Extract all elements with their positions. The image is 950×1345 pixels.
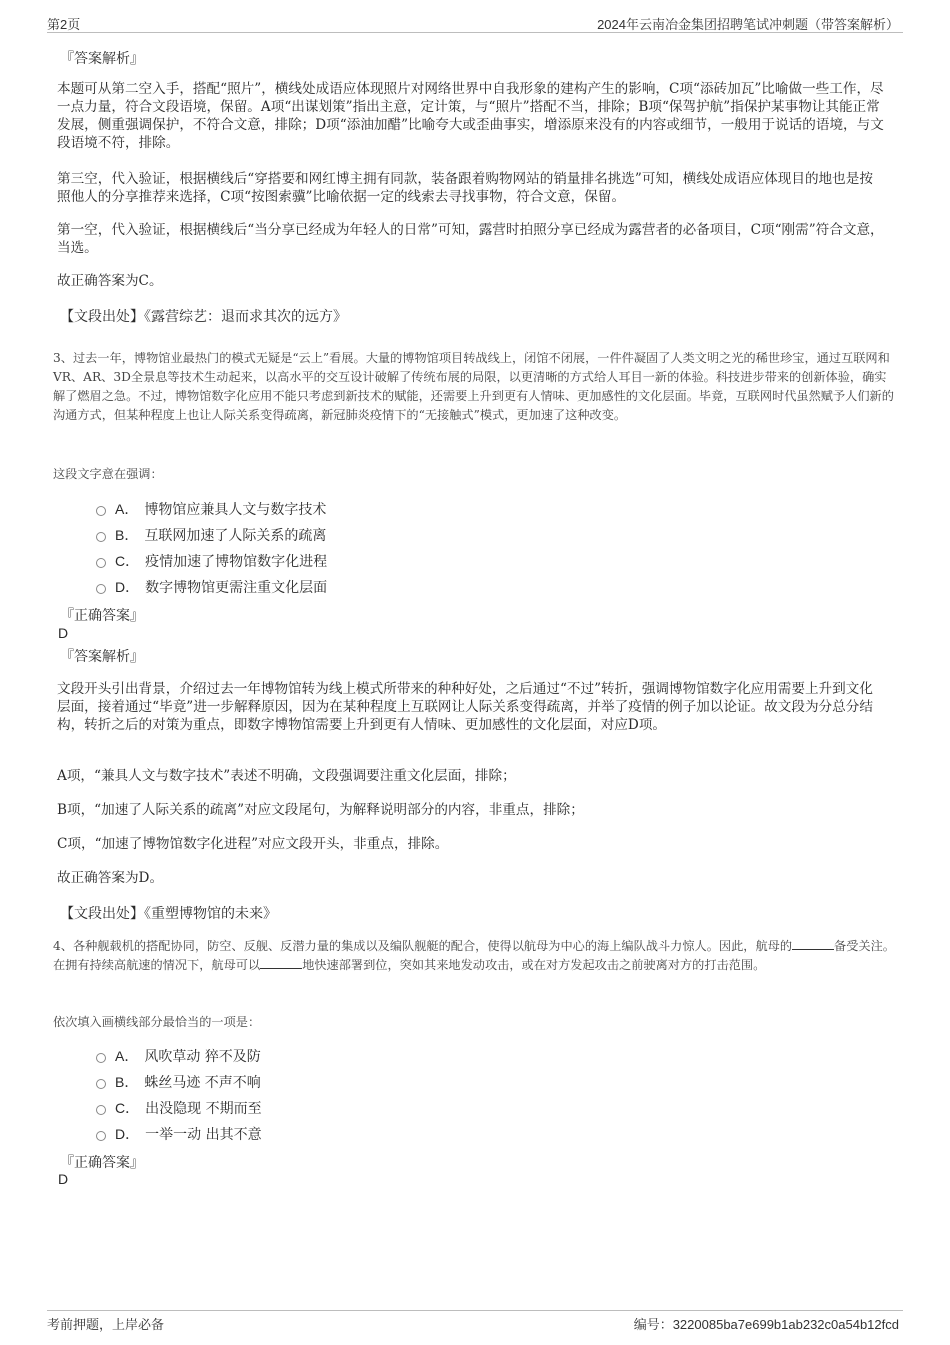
paragraph: A项，“兼具人文与数字技术”表述不明确，文段强调要注重文化层面，排除；: [57, 768, 516, 784]
q4-option-c[interactable]: [96, 1098, 262, 1118]
q4-answer-tag: 『正确答案』: [60, 1155, 144, 1171]
q4-prompt: 依次填入画横线部分最恰当的一项是：: [53, 1015, 261, 1029]
fill-blank-2: [260, 956, 302, 969]
option-text: 数字博物馆更需注重文化层面: [145, 580, 328, 596]
footer-slogan: 考前押题，上岸必备: [47, 1318, 165, 1333]
q3-analysis-tag: 『答案解析』: [60, 649, 144, 665]
stem-text: 地快速部署到位，突如其来地发动攻击，或在对方发起攻击之前驶离对方的打击范围。: [302, 958, 766, 972]
paragraph: 故正确答案为D。: [57, 870, 164, 886]
paragraph: 第一空，代入验证，根据横线后“当分享已经成为年轻人的日常”可知，露营时拍照分享已经成为露营者的必备项目，C项“刚需”符合文意，当选。: [57, 222, 884, 256]
paragraph: 文段开头引出背景，介绍过去一年博物馆转为线上模式所带来的种种好处，之后通过“不过”转折，强调博物馆数字化应用需要上升到文化层面，接着通过“毕竟”进一步解释原因，因为在某种程度上互联网让人际关系变得疏离，并举了疫情的例子加以论证。故文段为分总分结构，转折之后的对策为重点，即数字博物馆需要上升到更有人情味、更加感性的文化层面，对应D项。: [57, 681, 873, 733]
radio-icon[interactable]: [96, 1079, 106, 1089]
q2-analysis-p4: [57, 272, 885, 290]
option-text: 一举一动 出其不意: [145, 1127, 262, 1143]
page-header: [47, 12, 903, 33]
radio-icon[interactable]: [96, 1105, 106, 1115]
option-letter: A．: [115, 501, 139, 517]
q4-option-b[interactable]: [96, 1072, 261, 1092]
option-letter: C．: [115, 1100, 140, 1116]
stem-text: 备受关注。在拥有持续高航速的情况下，航母可以: [53, 939, 895, 972]
q3-option-a[interactable]: [96, 499, 326, 519]
option-letter: B．: [115, 1074, 139, 1090]
q4-option-d[interactable]: [96, 1124, 262, 1144]
radio-icon[interactable]: [96, 1053, 106, 1063]
q3-analysis-p3: [57, 801, 885, 819]
option-letter: D．: [115, 1126, 140, 1142]
q3-option-b[interactable]: [96, 525, 326, 545]
paragraph: 第三空，代入验证，根据横线后“穿搭要和网红博主拥有同款，装备跟着购物网站的销量排名挑选”可知，横线处成语应体现目的地也是按照他人的分享推荐来选择，C项“按图索骥”比喻依据一定的线索去寻找事物，符合文意，保留。: [57, 171, 873, 205]
paragraph: B项，“加速了人际关系的疏离”对应文段尾句，为解释说明部分的内容，非重点，排除；: [57, 802, 584, 818]
q3-answer: D: [58, 625, 69, 641]
stem-text: 4、各种舰载机的搭配协同，防空、反舰、反潜力量的集成以及编队舰艇的配合，使得以航母为中心的海上编队战斗力惊人。因此，航母的: [53, 939, 793, 953]
radio-icon[interactable]: [96, 506, 106, 516]
document-title: 2024年云南冶金集团招聘笔试冲刺题（带答案解析）: [597, 17, 899, 32]
radio-icon[interactable]: [96, 1131, 106, 1141]
option-text: 互联网加速了人际关系的疏离: [144, 528, 327, 544]
option-text: 蛛丝马迹 不声不响: [144, 1075, 261, 1091]
paragraph: 故正确答案为C。: [57, 273, 163, 289]
q3-option-d[interactable]: [96, 577, 327, 597]
q4-option-a[interactable]: [96, 1046, 261, 1066]
radio-icon[interactable]: [96, 558, 106, 568]
q2-analysis-p2: [57, 170, 885, 206]
document-code: 编号：3220085ba7e699b1ab232c0a54b12fcd: [633, 1317, 899, 1332]
option-letter: B．: [115, 527, 139, 543]
q3-analysis-p2: [57, 767, 885, 785]
q3-stem: 3、过去一年，博物馆业最热门的模式无疑是“云上”看展。大量的博物馆项目转战线上，闭馆不闭展，一件件凝固了人类文明之光的稀世珍宝，通过互联网和VR、AR、3D全景息等技术生动起来，以高水平的交互设计破解了传统布展的局限，以更清晰的方式给人耳目一新的体验。科技进步带来的创新体验，确实解了燃眉之急。不过，博物馆数字化应用不能只考虑到新技术的赋能，还需要上升到更有人情味、更加感性的文化层面。毕竟，互联网时代虽然赋予人们新的沟通方式，但某种程度上也让人际关系变得疏离，新冠肺炎疫情下的“无接触式”模式，更加速了这种改变。: [53, 351, 894, 422]
q3-analysis-p1: [57, 680, 885, 734]
fill-blank-1: [792, 937, 834, 950]
q3-prompt: 这段文字意在强调：: [53, 467, 163, 481]
option-letter: D．: [115, 579, 140, 595]
q4-stem: [53, 937, 898, 975]
option-letter: A．: [115, 1048, 139, 1064]
q3-answer-tag: 『正确答案』: [60, 608, 144, 624]
radio-icon[interactable]: [96, 584, 106, 594]
q3-analysis-p5: [57, 869, 885, 887]
page-number: 第2页: [47, 17, 81, 32]
page-footer: [47, 1310, 903, 1331]
q3-option-c[interactable]: [96, 551, 327, 571]
option-text: 风吹草动 猝不及防: [144, 1049, 261, 1065]
option-letter: C．: [115, 553, 140, 569]
option-text: 出没隐现 不期而至: [145, 1101, 262, 1117]
q3-analysis-p4: [57, 835, 885, 853]
paragraph: 本题可从第二空入手，搭配“照片”，横线处成语应体现照片对网络世界中自我形象的建构产生的影响，C项“添砖加瓦”比喻做一些工作，尽一点力量，符合文段语境，保留。A项“出谋划策”指出主意，定计策，与“照片”搭配不当，排除；B项“保驾护航”指保护某事物让其能正常发展，侧重强调保护，不符合文意，排除；D项“添油加醋”比喻夸大或歪曲事实，增添原来没有的内容或细节，一般用于说话的语境，与文段语境不符，排除。: [57, 81, 884, 151]
q2-analysis-p1: [57, 80, 885, 152]
q2-analysis-p3: [57, 221, 885, 257]
q2-source: 【文段出处】《露营综艺：退而求其次的远方》: [60, 309, 347, 325]
radio-icon[interactable]: [96, 532, 106, 542]
option-text: 博物馆应兼具人文与数字技术: [144, 502, 327, 518]
q4-answer: D: [58, 1171, 69, 1187]
paragraph: C项，“加速了博物馆数字化进程”对应文段开头，非重点，排除。: [57, 836, 449, 852]
q2-analysis-tag: 『答案解析』: [60, 51, 144, 67]
option-text: 疫情加速了博物馆数字化进程: [145, 554, 328, 570]
q3-source: 【文段出处】《重塑博物馆的未来》: [60, 906, 277, 922]
